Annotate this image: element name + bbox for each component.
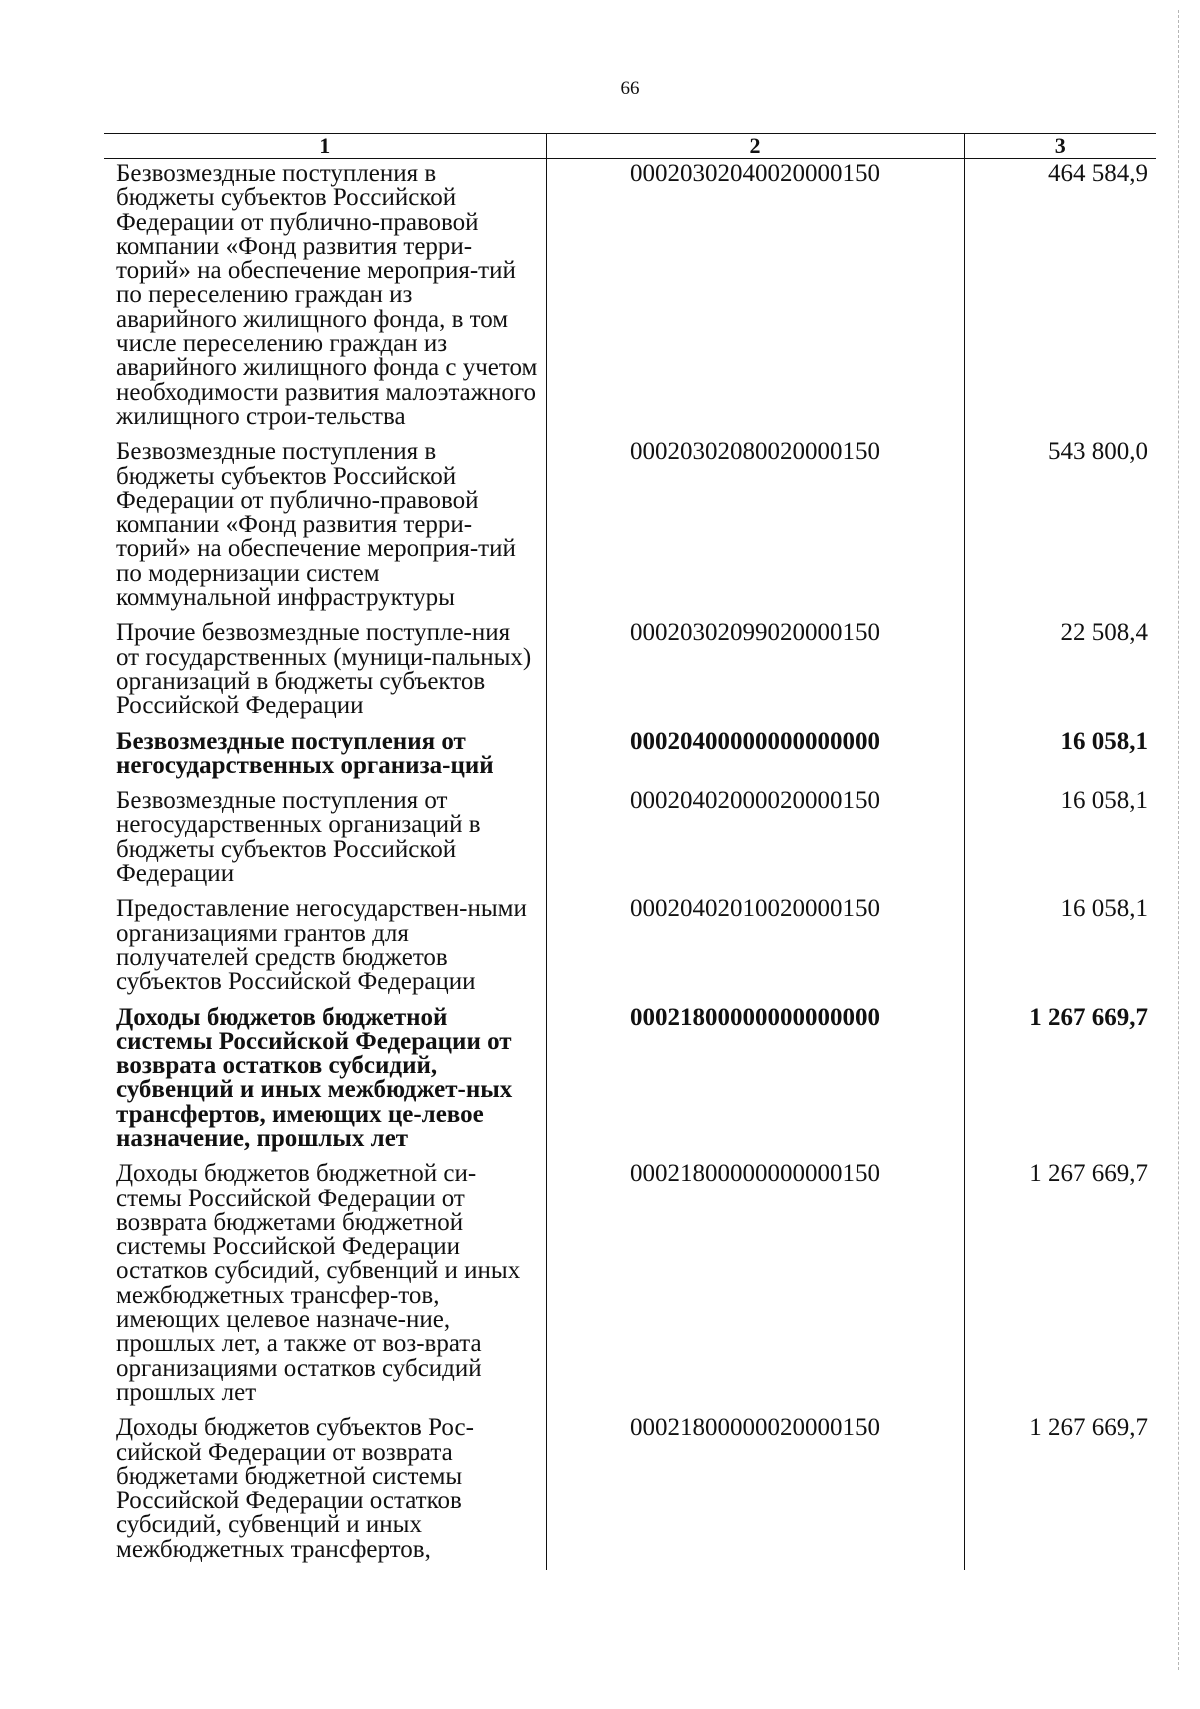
row-code: 00021800000020000150: [546, 1413, 964, 1570]
table-row-bold: [104, 727, 1156, 787]
row-code: 00020400000000000000: [546, 727, 964, 787]
table-row-bold: [104, 1003, 1156, 1160]
row-code: 00020402010020000150: [546, 894, 964, 1002]
row-amount: 1 267 669,7: [964, 1413, 1156, 1570]
table-row: [104, 437, 1156, 618]
header-row: [104, 134, 1156, 159]
page-number: 66: [620, 78, 640, 99]
row-name: Безвозмездные поступления от негосударственных организа-ций: [116, 727, 494, 779]
table-row: [104, 894, 1156, 1002]
row-code: 00021800000000000000: [546, 1003, 964, 1160]
row-amount: 16 058,1: [964, 894, 1156, 1002]
row-amount: 1 267 669,7: [964, 1159, 1156, 1413]
scan-edge-rule: [1178, 10, 1179, 1670]
row-amount: 464 584,9: [964, 159, 1156, 438]
row-amount: 543 800,0: [964, 437, 1156, 618]
row-code: 00020302099020000150: [546, 618, 964, 726]
table-row: [104, 786, 1156, 894]
column-header-2: 2: [546, 134, 964, 159]
row-name: Предоставление негосударствен-ными организациями грантов для получателей средств бюджетов субъектов Российской Федерации: [116, 895, 527, 996]
row-amount: 22 508,4: [964, 618, 1156, 726]
table-row: [104, 159, 1156, 438]
revenue-table: [104, 133, 1156, 1570]
row-name: Доходы бюджетов субъектов Рос-сийской Федерации от возврата бюджетами бюджетной системы Российской Федерации остатков субсидий, субвенций и иных межбюджетных трансфертов,: [116, 1414, 474, 1563]
row-name: Доходы бюджетов бюджетной си-стемы Российской Федерации от возврата бюджетами бюджетной системы Российской Федерации остатков субсидий, субвенций и иных межбюджетных трансфер-тов, имеющих целевое назначе-ние, прошлых лет, а также от воз-врата организациями остатков субсидий прошлых лет: [116, 1160, 521, 1406]
row-amount: 16 058,1: [964, 727, 1156, 787]
row-code: 00020402000020000150: [546, 786, 964, 894]
row-name: Безвозмездные поступления в бюджеты субъектов Российской Федерации от публично-правовой компании «Фонд развития терри-торий» на обеспечение мероприя-тий по модернизации систем коммунальной инфраструктуры: [116, 438, 516, 612]
row-code: 00020302040020000150: [546, 159, 964, 438]
column-header-1: 1: [104, 134, 546, 159]
row-code: 00020302080020000150: [546, 437, 964, 618]
row-amount: 16 058,1: [964, 786, 1156, 894]
revenue-table-container: [104, 133, 1156, 1570]
column-header-3: 3: [964, 134, 1156, 159]
table-row: [104, 618, 1156, 726]
table-row: [104, 1413, 1156, 1570]
row-name: Безвозмездные поступления от негосударственных организаций в бюджеты субъектов Российской Федерации: [116, 787, 481, 888]
row-name: Безвозмездные поступления в бюджеты субъектов Российской Федерации от публично-правовой компании «Фонд развития терри-торий» на обеспечение мероприя-тий по переселению граждан из аварийного жилищного фонда, в том числе переселению граждан из аварийного жилищного фонда с учетом необходимости развития малоэтажного жилищного строи-тельства: [116, 160, 538, 430]
row-name: Прочие безвозмездные поступле-ния от государственных (муници-пальных) организаций в бюджеты субъектов Российской Федерации: [116, 619, 532, 720]
row-code: 00021800000000000150: [546, 1159, 964, 1413]
table-row: [104, 1159, 1156, 1413]
row-name: Доходы бюджетов бюджетной системы Российской Федерации от возврата остатков субсидий, субвенций и иных межбюджет-ных трансфертов, имеющих це-левое назначение, прошлых лет: [116, 1003, 513, 1152]
row-amount: 1 267 669,7: [964, 1003, 1156, 1160]
